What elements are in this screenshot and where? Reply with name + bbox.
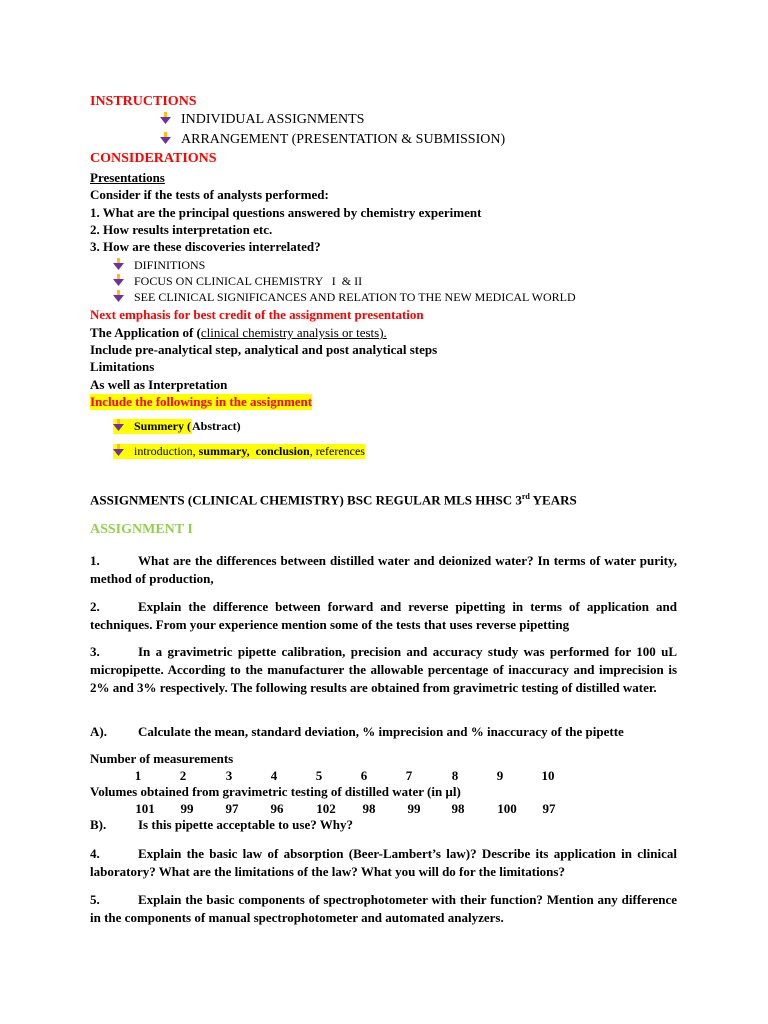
question-b <box>90 817 353 833</box>
volume-value: 100 <box>497 801 517 816</box>
question-number: 3. <box>90 644 100 659</box>
assignments-title-main: ASSIGNMENTS (CLINICAL CHEMISTRY) BSC REGULAR MLS HHSC 3 <box>90 492 522 508</box>
summary-label: summary, conclusion <box>198 444 310 458</box>
measurement-number: 2 <box>179 768 187 783</box>
volume-value: 97 <box>225 801 239 816</box>
question-number: A). <box>90 724 107 739</box>
measurement-number: 5 <box>315 768 323 783</box>
interpretation-text: As well as Interpretation <box>90 377 228 392</box>
measurement-number: 9 <box>496 768 504 783</box>
assignment-label: ASSIGNMENT I <box>90 522 193 537</box>
bullet-arrow-icon <box>113 290 124 302</box>
sub-item-label: SEE CLINICAL SIGNIFICANCES AND RELATION TO THE NEW MEDICAL WORLD <box>134 290 576 304</box>
volume-value: 98 <box>362 801 376 816</box>
question-1: 1. What are the principal questions answered by chemistry experiment <box>90 205 482 220</box>
sub-item <box>113 258 205 273</box>
measurement-number: 6 <box>360 768 368 783</box>
assignments-title <box>90 492 577 508</box>
assignments-title-end: YEARS <box>529 492 577 508</box>
instruction-item <box>160 112 364 128</box>
question-number: B). <box>90 817 107 832</box>
question-text: Explain the difference between forward and reverse pipetting in terms of application and techniques. From your experience mention some of the tests that uses reverse pipetting <box>90 599 677 632</box>
references-label: , references <box>309 444 365 458</box>
application-suffix: ). <box>379 325 387 340</box>
question-text: In a gravimetric pipette calibration, precision and accuracy study was performed for 100 uL micropipette. According to the manufacturer the allowable percentage of inaccuracy and imprecision is 2% and 3% respectively. The following results are obtained from gravimetric testing of distilled water. <box>90 644 677 695</box>
question-number: 2. <box>90 599 100 614</box>
measurement-number: 3 <box>225 768 233 783</box>
measurement-numbers-row <box>0 768 768 785</box>
question-paragraph-5 <box>90 891 677 927</box>
bullet-arrow-icon <box>113 274 124 286</box>
measurements-label: Number of measurements <box>90 751 234 766</box>
limitations-text: Limitations <box>90 359 155 374</box>
instruction-item-label: INDIVIDUAL ASSIGNMENTS <box>181 112 365 127</box>
sub-item-label: DIFINITIONS <box>134 258 206 272</box>
volume-value: 99 <box>407 801 421 816</box>
include-followings: Include the followings in the assignment <box>90 394 313 409</box>
sub-item-label: FOCUS ON CLINICAL CHEMISTRY I & II <box>134 274 363 288</box>
measurement-number: 8 <box>451 768 459 783</box>
summery-item <box>113 419 241 434</box>
presentations-heading: Presentations <box>90 170 165 185</box>
question-paragraph-3 <box>90 643 677 697</box>
question-paragraph-2 <box>90 598 677 634</box>
question-text: Is this pipette acceptable to use? Why? <box>138 817 353 832</box>
instructions-heading: INSTRUCTIONS <box>90 94 197 109</box>
volume-value: 98 <box>451 801 465 816</box>
question-paragraph-4 <box>90 845 677 881</box>
bullet-arrow-icon <box>113 444 124 456</box>
measurement-number: 4 <box>270 768 278 783</box>
consider-text: Consider if the tests of analysts performed: <box>90 187 329 202</box>
volume-value: 97 <box>542 801 556 816</box>
question-2: 2. How results interpretation etc. <box>90 222 273 237</box>
abstract-label: Abstract) <box>192 419 241 433</box>
application-prefix: The Application of ( <box>90 325 201 340</box>
question-text: Explain the basic components of spectrophotometer with their function? Mention any difference in the components of manual spectrophotometer and automated analyzers. <box>90 892 677 925</box>
volume-value: 96 <box>270 801 284 816</box>
instruction-item <box>160 132 505 148</box>
steps-text: Include pre-analytical step, analytical and post analytical steps <box>90 342 438 357</box>
volumes-label: Volumes obtained from gravimetric testing of distilled water (in µl) <box>90 784 461 799</box>
sub-item <box>113 274 362 289</box>
measurement-number: 1 <box>134 768 142 783</box>
question-number: 5. <box>90 892 100 907</box>
bullet-arrow-icon <box>113 419 124 431</box>
application-underlined: clinical chemistry analysis or tests <box>200 325 380 340</box>
question-paragraph-1 <box>90 552 677 588</box>
considerations-heading: CONSIDERATIONS <box>90 151 217 166</box>
bullet-arrow-icon <box>160 112 171 124</box>
question-a <box>90 724 624 740</box>
volumes-row <box>0 801 768 818</box>
bullet-arrow-icon <box>160 132 171 144</box>
question-3: 3. How are these discoveries interrelated? <box>90 239 321 254</box>
summery-label: Summery ( <box>134 419 191 433</box>
question-number: 1. <box>90 553 100 568</box>
assignments-title-sup: rd <box>521 492 530 501</box>
question-number: 4. <box>90 846 100 861</box>
measurement-number: 7 <box>405 768 413 783</box>
question-text: Explain the basic law of absorption (Beer-Lambert’s law)? Describe its application in clinical laboratory? What are the limitations of the law? What you will do for the limitations? <box>90 846 677 879</box>
application-text <box>90 325 387 341</box>
question-text: What are the differences between distilled water and deionized water? In terms of water purity, method of production, <box>90 553 677 586</box>
question-text: Calculate the mean, standard deviation, % imprecision and % inaccuracy of the pipette <box>138 724 624 739</box>
volume-value: 101 <box>135 801 155 816</box>
sub-item <box>113 290 576 305</box>
volume-value: 99 <box>180 801 194 816</box>
intro-item <box>113 444 365 459</box>
intro-label: introduction, <box>134 444 199 458</box>
instruction-item-label: ARRANGEMENT (PRESENTATION & SUBMISSION) <box>181 132 506 147</box>
bullet-arrow-icon <box>113 258 124 270</box>
volume-value: 102 <box>316 801 336 816</box>
measurement-number: 10 <box>541 768 555 783</box>
next-emphasis: Next emphasis for best credit of the assignment presentation <box>90 307 424 322</box>
